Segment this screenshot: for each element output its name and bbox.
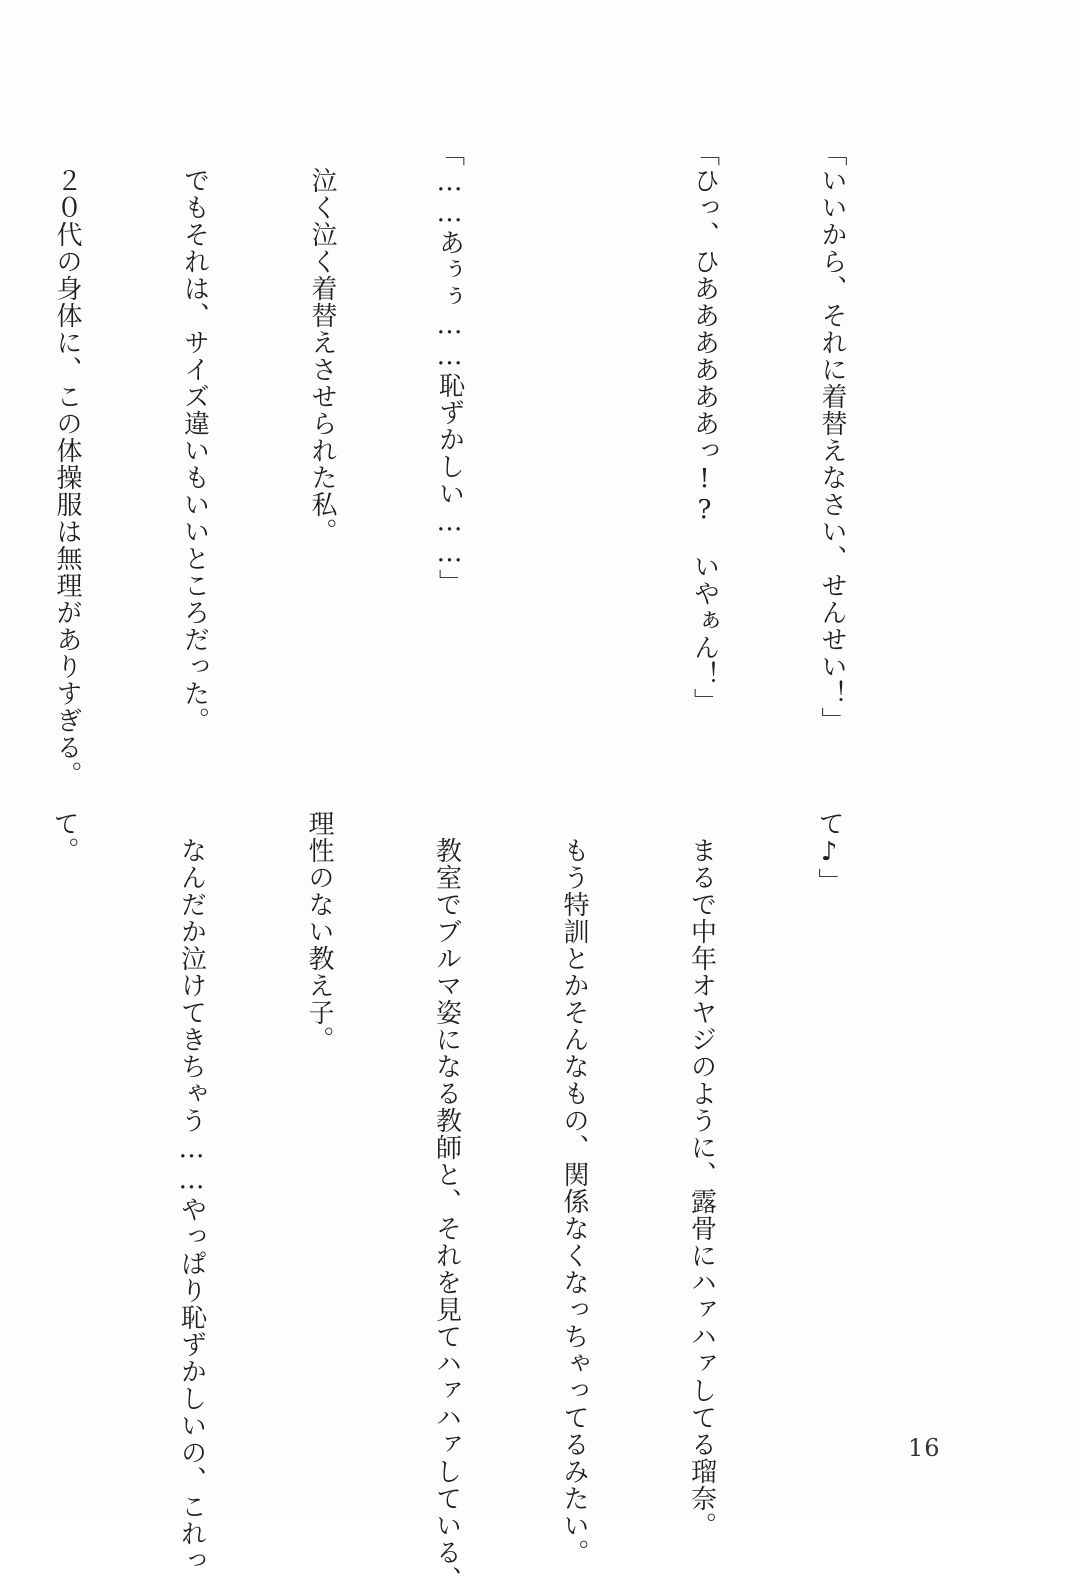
text-line: 理性のない教え子。 — [304, 810, 334, 1053]
page-number: 16 — [908, 1434, 941, 1462]
text-block-upper — [52, 140, 938, 788]
text-line: 教室でブルマ姿になる教師と、それを見てハァハァしている、 — [431, 810, 462, 1593]
text-line: て。 — [49, 810, 79, 864]
text-line: もう特訓とかそんなもの、関係なくなっちゃってるみたい。 — [559, 810, 589, 1566]
text-line: 「ひっ、ひああああああっ!? いやぁん！」 — [689, 140, 720, 715]
text-line: 「……あぅぅ……恥ずかしい……」 — [434, 140, 465, 596]
text-line: まるで中年オヤジのように、露骨にハァハァしてる瑠奈。 — [686, 810, 717, 1539]
text-line: 泣く泣く着替えさせられた私。 — [307, 140, 337, 545]
text-line: 「いいから、それに着替えなさい、せんせい！」 — [817, 140, 847, 734]
text-line: て♪」 — [814, 810, 844, 895]
blank-line — [556, 140, 599, 770]
text-line: なんだか泣けてきちゃう……やっぱり恥ずかしいの、これっ — [176, 810, 207, 1574]
text-line: ２０代の身体に、この体操服は無理がありすぎる。 — [52, 140, 82, 788]
text-line: でもそれは、サイズ違いもいいところだった。 — [179, 140, 210, 734]
